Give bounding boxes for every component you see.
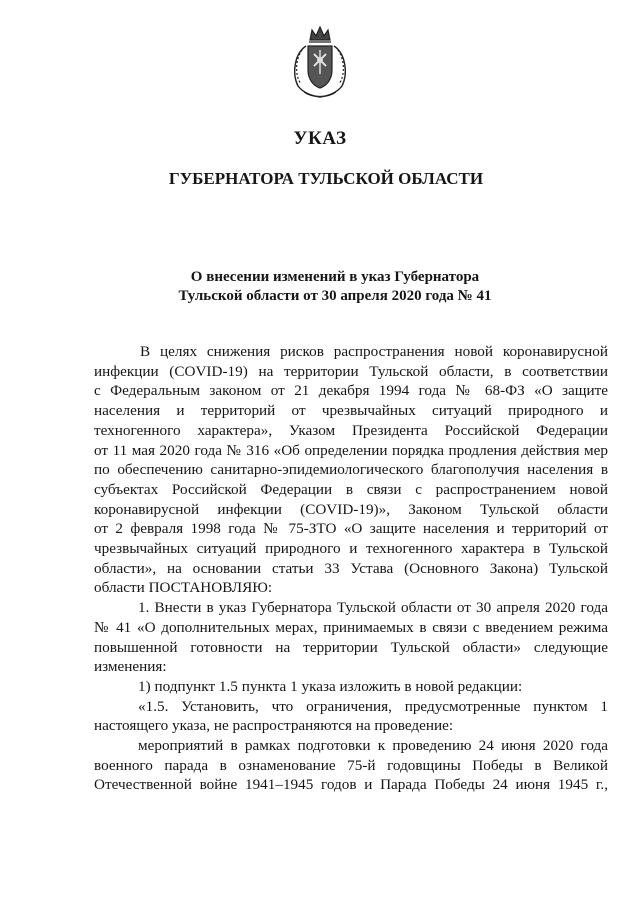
body-line: субъектах Российской Федерации в связи с распространением новой — [94, 480, 608, 498]
body-line: от 2 февраля 1998 года № 75-ЗТО «О защите населения и территорий от — [94, 520, 608, 538]
subject-line: Тульской области от 30 апреля 2020 года № 41 — [178, 288, 492, 304]
body-line: от 11 мая 2020 года № 316 «Об определении порядка продления действия мер — [94, 441, 608, 459]
body-line: 1) подпункт 1.5 пункта 1 указа изложить в новой редакции: — [138, 677, 523, 695]
body-line: техногенного характера», Указом Президента Российской Федерации — [94, 421, 608, 439]
body-line: Отечественной войне 1941–1945 годов и Парада Победы 24 июня 1945 г., — [94, 776, 608, 794]
body-line: № 41 «О дополнительных мерах, принимаемых в связи с введением режима — [94, 618, 608, 636]
body-line: с Федеральным законом от 21 декабря 1994 года № 68-ФЗ «О защите — [94, 382, 608, 400]
body-line: чрезвычайных ситуаций природного и техногенного характера в Тульской — [94, 540, 608, 558]
coat-of-arms-icon — [284, 24, 356, 100]
body-line: изменения: — [94, 658, 167, 676]
issuer-title: ГУБЕРНАТОРА ТУЛЬСКОЙ ОБЛАСТИ — [168, 169, 484, 188]
body-line: коронавирусной инфекции (COVID-19)», Законом Тульской области — [94, 500, 608, 518]
document-subject — [60, 268, 610, 306]
body-line: «1.5. Установить, что ограничения, предусмотренные пунктом 1 — [138, 697, 608, 715]
body-line: настоящего указа, не распространяются на проведение: — [94, 717, 454, 735]
body-line: повышенной готовности на территории Тульской области» следующие — [94, 638, 608, 656]
body-line: инфекции (COVID-19) на территории Тульской области, в соответствии — [94, 362, 608, 380]
subject-line: О внесении изменений в указ Губернатора — [190, 269, 480, 285]
document-type-title: УКАЗ — [293, 128, 347, 149]
body-line: В целях снижения рисков распространения новой коронавирусной — [140, 343, 608, 360]
body-line: области», на основании статьи 33 Устава (Основного Закона) Тульской — [94, 559, 608, 577]
body-line: области ПОСТАНОВЛЯЮ: — [94, 579, 273, 597]
document-body — [94, 342, 608, 795]
body-line: военного парада в ознаменование 75-й годовщины Победы в Великой — [94, 756, 608, 774]
body-line: мероприятий в рамках подготовки к проведению 24 июня 2020 года — [138, 737, 608, 755]
body-line: по обеспечению санитарно-эпидемиологического благополучия населения в — [94, 461, 608, 479]
body-line: населения и территорий от чрезвычайных ситуаций природного и — [94, 402, 608, 420]
body-line: 1. Внести в указ Губернатора Тульской области от 30 апреля 2020 года — [138, 599, 608, 617]
